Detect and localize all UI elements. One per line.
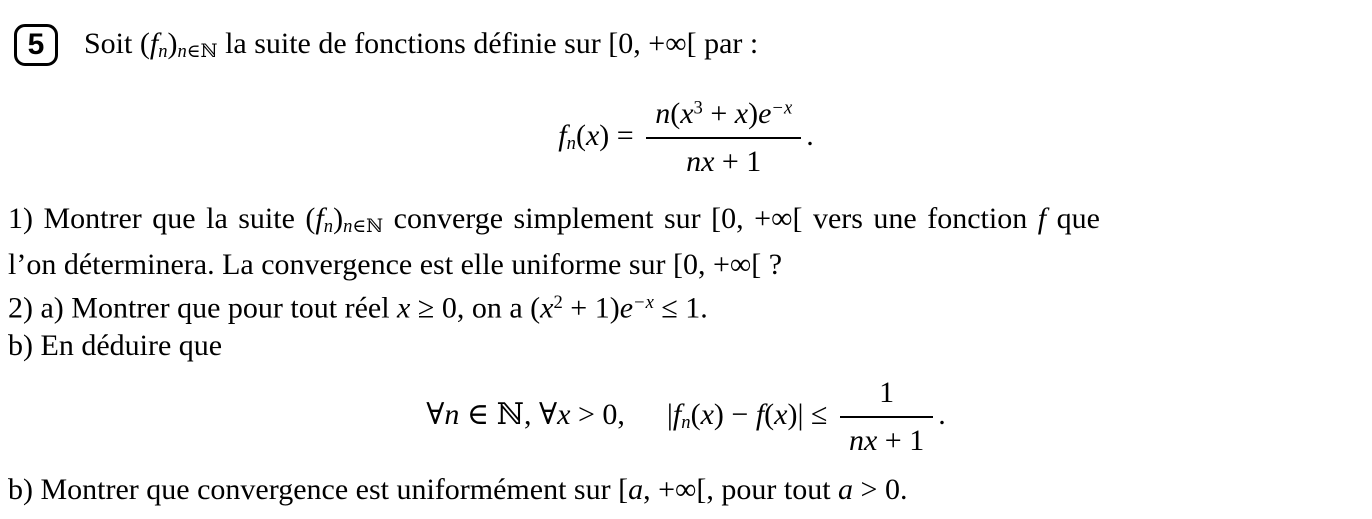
equation2-numerator: 1 xyxy=(840,375,933,418)
problem-header xyxy=(14,24,1364,66)
question-1-line-1: 1) Montrer que la suite $(f_n)_{n\in ℕ}$ converge simplement sur [0, +∞[ vers une fonction f que xyxy=(8,202,1100,238)
equation2-denominator: nx + 1 xyxy=(848,424,925,458)
equation2-fraction xyxy=(840,375,933,459)
equation1-fraction xyxy=(646,96,801,180)
question-2a: 2) a) Montrer que pour tout réel x ≥ 0, on a $(x^2 + 1)e^{-x} \le 1$. xyxy=(8,291,708,325)
equation1-denominator: nx + 1 xyxy=(686,145,762,178)
problem-number: 5 xyxy=(27,28,45,61)
equation2-inequality-lhs: $|f_n(x) - f(x)|$ ≤ xyxy=(666,398,835,434)
question-3: b) Montrer que convergence est uniformément sur [a, +∞[, pour tout a > 0. xyxy=(8,473,908,507)
function-definition-equation xyxy=(8,96,1364,180)
equation2-period: . xyxy=(938,398,946,432)
inequality-equation xyxy=(8,375,1364,459)
question-1-line-2: l’on déterminera. La convergence est elle uniforme sur [0, +∞[ ? xyxy=(8,248,783,282)
problem-intro-text: Soit $(f_n)_{n\in ℕ}$ la suite de fonctions définie sur [0, +∞[ par : xyxy=(84,26,759,63)
problem-number-box xyxy=(14,24,58,66)
question-2b-intro: b) En déduire que xyxy=(8,329,223,363)
equation1-lhs: $f_n(x)$ = xyxy=(558,118,642,154)
equation1-period: . xyxy=(806,118,814,152)
questions-block xyxy=(8,200,1364,365)
equation2-quantifiers: ∀n ∈ ℕ, ∀x > 0, xyxy=(426,398,625,432)
equation1-numerator: $n(x^3 + x)e^{-x}$ xyxy=(646,96,801,139)
